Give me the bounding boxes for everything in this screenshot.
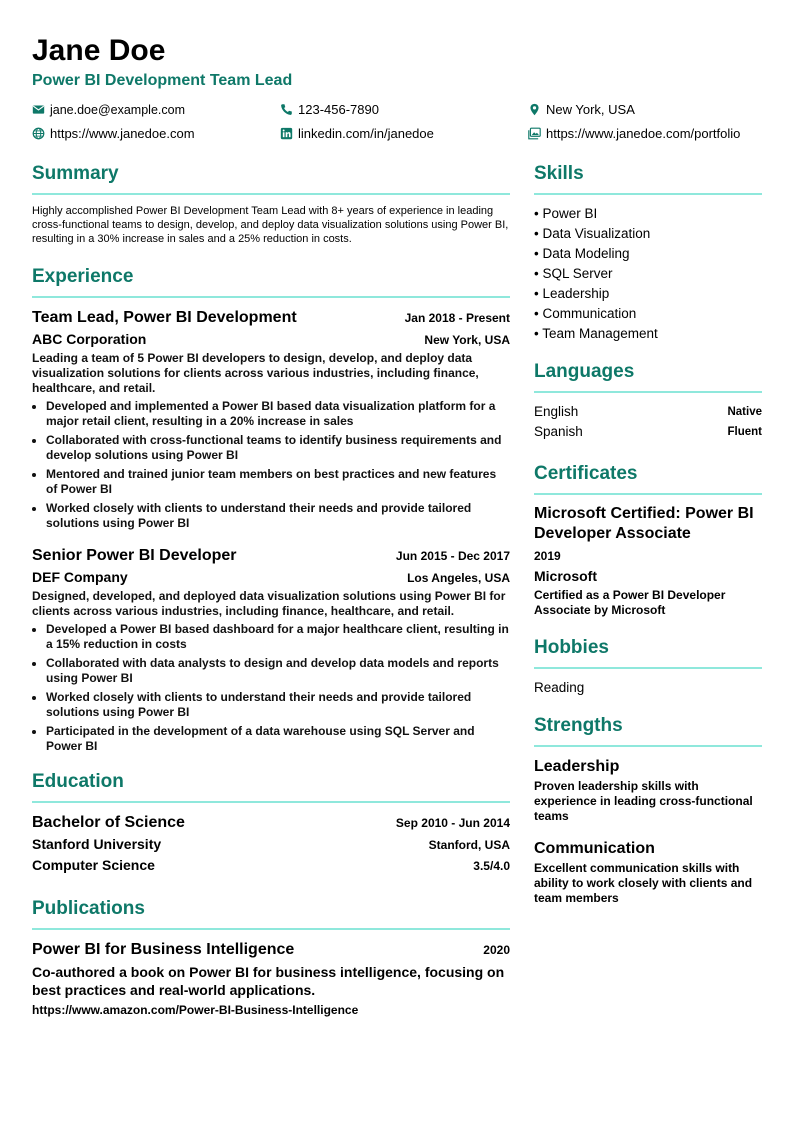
strength-name: Communication [534,840,655,857]
languages-section [534,358,762,442]
certificate-issuer: Microsoft [534,568,597,584]
experience-entry [32,307,510,531]
location-text: New York, USA [546,102,635,117]
resume-body [32,160,762,1018]
contact-website[interactable] [32,124,280,143]
job-dates: Jan 2018 - Present [404,311,510,325]
resume-header [32,34,762,143]
list-item: • Worked closely with clients to understand their needs and provide tailored solutions using Power BI [46,501,510,531]
language-item [534,422,762,442]
skills-section [534,160,762,344]
certificate-year: 2019 [534,549,561,563]
experience-entry [32,545,510,754]
section-title-publications: Publications [32,898,145,919]
section-divider [32,193,510,195]
left-column [32,160,510,1018]
list-item: • Participated in the development of a data warehouse using SQL Server and Power BI [46,724,510,754]
list-item: • Worked closely with clients to understand their needs and provide tailored solutions using Power BI [46,690,510,720]
strength-description: Excellent communication skills with ability to work closely with clients and team members [534,861,753,905]
list-item: • Developed a Power BI based dashboard for a major healthcare client, resulting in a 15% reduction in costs [46,622,510,652]
section-title-hobbies: Hobbies [534,637,609,658]
envelope-icon [32,103,45,116]
section-divider [32,928,510,930]
section-divider [534,493,762,495]
job-location: New York, USA [424,333,510,347]
list-item: • Developed and implemented a Power BI based data visualization platform for a major retail client, resulting in a 20% increase in sales [46,399,510,429]
contact-linkedin[interactable] [280,124,528,143]
section-title-languages: Languages [534,361,635,382]
section-title-summary: Summary [32,163,119,184]
skill-item: • Data Modeling [534,246,630,261]
hobby-item: Reading [534,680,585,695]
language-item [534,402,762,422]
certificate-name: Microsoft Certified: Power BI Developer Associate [534,505,754,542]
section-divider [534,391,762,393]
job-description: Leading a team of 5 Power BI developers to design, develop, and deploy data visualization solutions for clients across various industries, including finance, healthcare, and retail. [32,351,479,395]
field-of-study: Computer Science [32,857,155,873]
phone-text: 123-456-7890 [298,102,379,117]
contact-portfolio[interactable] [528,124,762,143]
section-divider [534,667,762,669]
contact-phone[interactable] [280,100,528,119]
skill-item: • Communication [534,306,637,321]
gpa-value: 3.5/4.0 [473,859,510,873]
publication-url[interactable]: https://www.amazon.com/Power-BI-Business-Intelligence [32,1003,359,1017]
publications-section [32,895,510,1018]
candidate-name: Jane Doe [32,34,166,67]
hobbies-section [534,634,762,698]
section-divider [534,193,762,195]
degree-name: Bachelor of Science [32,814,185,831]
skill-item: • SQL Server [534,266,613,281]
certificates-section [534,460,762,618]
section-title-education: Education [32,771,124,792]
strength-name: Leadership [534,758,620,775]
job-description: Designed, developed, and deployed data visualization solutions using Power BI for clients across various industries, including finance, healthcare, and retail. [32,589,506,618]
list-item: • Collaborated with data analysts to design and develop data models and reports using Power BI [46,656,510,686]
section-divider [32,296,510,298]
section-title-experience: Experience [32,266,134,287]
website-link: https://www.janedoe.com [50,126,195,141]
job-achievements [32,399,510,531]
job-title: Team Lead, Power BI Development [32,309,297,326]
section-divider [32,801,510,803]
skill-item: • Power BI [534,206,598,221]
company-name: DEF Company [32,569,128,585]
publication-description: Co-authored a book on Power BI for business intelligence, focusing on best practices and real-world applications. [32,964,505,998]
right-column [534,160,762,1018]
summary-text: Highly accomplished Power BI Development Team Lead with 8+ years of experience in leading cross-functional teams to design, develop, and deploy data visualization solutions using Power BI, resulting in a 30% increase in sales and a 25% reduction in costs. [32,205,509,245]
list-item: • Collaborated with cross-functional teams to identify business requirements and develop solutions using Power BI [46,433,510,463]
publication-title: Power BI for Business Intelligence [32,941,295,958]
language-level: Native [727,406,762,418]
contact-list [32,100,762,143]
contact-email[interactable] [32,100,280,119]
job-achievements [32,622,510,754]
linkedin-link: linkedin.com/in/janedoe [298,126,434,141]
job-location: Los Angeles, USA [407,571,510,585]
section-title-skills: Skills [534,163,584,184]
section-divider [534,745,762,747]
company-name: ABC Corporation [32,331,147,347]
list-item: • Mentored and trained junior team members on best practices and new features of Power BI [46,467,510,497]
school-location: Stanford, USA [428,838,510,852]
section-title-strengths: Strengths [534,715,623,736]
email-text: jane.doe@example.com [50,102,185,117]
strength-description: Proven leadership skills with experience in leading cross-functional teams [534,779,753,823]
phone-icon [280,103,293,116]
certificate-description: Certified as a Power BI Developer Associate by Microsoft [534,588,726,617]
portfolio-link: https://www.janedoe.com/portfolio [546,126,741,141]
publication-year: 2020 [483,943,510,957]
skill-item: • Data Visualization [534,226,651,241]
job-title: Senior Power BI Developer [32,547,237,564]
skill-item: • Leadership [534,286,610,301]
image-gallery-icon [528,127,541,140]
contact-location [528,100,762,119]
map-pin-icon [528,103,541,116]
job-dates: Jun 2015 - Dec 2017 [395,549,510,563]
language-name: Spanish [534,424,583,439]
linkedin-icon [280,127,293,140]
experience-section [32,263,510,754]
language-level: Fluent [727,426,762,438]
skill-item: • Team Management [534,326,658,341]
candidate-role: Power BI Development Team Lead [32,72,293,89]
section-title-certificates: Certificates [534,463,638,484]
summary-section [32,160,510,246]
school-name: Stanford University [32,836,162,852]
education-section [32,768,510,875]
globe-icon [32,127,45,140]
strengths-section [534,712,762,906]
education-dates: Sep 2010 - Jun 2014 [395,816,510,830]
language-name: English [534,404,579,419]
